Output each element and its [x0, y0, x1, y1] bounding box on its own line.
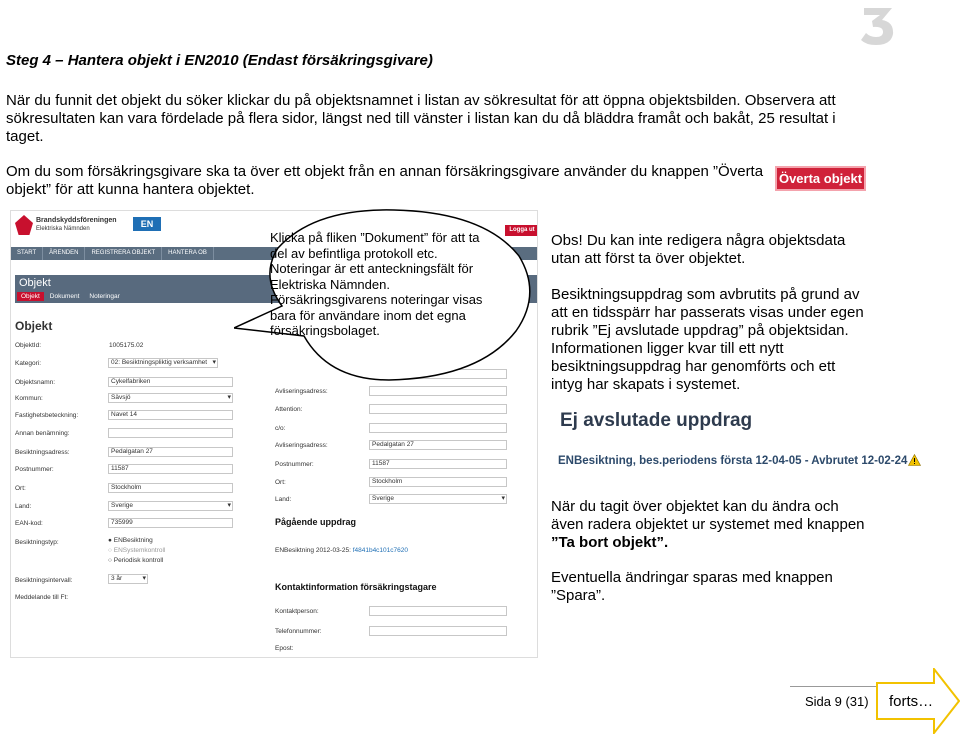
radio-label: Periodisk kontroll: [113, 557, 164, 564]
field-label: Kommun:: [15, 395, 43, 402]
land-select[interactable]: Sverige ▾: [108, 501, 233, 511]
pagaende-link[interactable]: f4841b4c101c7620: [352, 547, 408, 554]
intervall-select[interactable]: 3 år ▾: [108, 574, 148, 584]
nav-start[interactable]: START: [11, 247, 43, 260]
right-postnummer-input[interactable]: 11587: [369, 459, 507, 469]
radio-label: ENSystemkontroll: [113, 547, 166, 554]
warning-icon: [908, 454, 921, 466]
pagaende-row: [275, 547, 408, 554]
nav-registrera-objekt[interactable]: REGISTRERA OBJEKT: [85, 247, 162, 260]
field-label: EAN-kod:: [15, 520, 43, 527]
field-label: Epost:: [275, 645, 294, 652]
telefon-input[interactable]: [369, 626, 507, 636]
tab-noteringar[interactable]: Noteringar: [89, 293, 120, 300]
field-label: Kontaktperson:: [275, 608, 319, 615]
spara-paragraph: Eventuella ändringar sparas med knappen ”Spara”.: [551, 569, 833, 604]
overta-paragraph: Om du som försäkringsgivare ska ta över ett objekt från en annan försäkringsgivare använder du knappen ”Överta objekt” för att kunna hantera objektet.: [6, 163, 764, 198]
tagit-text: När du tagit över objektet kan du ändra och även radera objektet ur systemet med knappen: [551, 498, 865, 533]
ej-avslutade-row: ENBesiktning, bes.periodens första 12-04-05 - Avbrutet 12-02-24: [558, 455, 908, 467]
pagaende-uppdrag-heading: Pågående uppdrag: [275, 517, 357, 527]
nav-arenden[interactable]: ÄRENDEN: [43, 247, 85, 260]
co-input[interactable]: [369, 423, 507, 433]
kontaktperson-input[interactable]: [369, 606, 507, 616]
kommun-select[interactable]: Sävsjö ▾: [108, 393, 233, 403]
section-heading: Steg 4 – Hantera objekt i EN2010 (Endast försäkringsgivare): [6, 52, 433, 69]
field-label: Objektsnamn:: [15, 379, 56, 386]
field-label: Besiktningstyp:: [15, 539, 59, 546]
tab-objekt[interactable]: Objekt: [17, 292, 44, 301]
field-label: Ort:: [275, 479, 286, 486]
brand-logo: [15, 213, 117, 237]
nav-hantera-objekt[interactable]: HANTERA OB: [162, 247, 214, 260]
field-label: Postnummer:: [15, 466, 54, 473]
obs-paragraph: Obs! Du kan inte redigera några objektsdata utan att först ta över objektet.: [551, 232, 846, 267]
object-heading: Objekt: [15, 319, 53, 333]
logout-button[interactable]: Logga ut: [505, 225, 538, 236]
attention-input[interactable]: [369, 404, 507, 414]
field-label: Meddelande till Ft:: [15, 594, 69, 601]
right-land-select[interactable]: Sverige ▾: [369, 494, 507, 504]
objektid-value: 1005175.02: [109, 342, 144, 349]
ej-avslutade-screenshot: [550, 404, 922, 474]
kategori-select[interactable]: 02: Besiktningspliktig verksamhet ▾: [108, 358, 218, 368]
annan-benamning-input[interactable]: [108, 428, 233, 438]
ean-kod-input[interactable]: 735999: [108, 518, 233, 528]
ej-avslutade-title: Ej avslutade uppdrag: [560, 410, 753, 431]
field-label: Land:: [275, 496, 292, 503]
postnummer-input[interactable]: 11587: [108, 464, 233, 474]
chapter-number-badge: [858, 4, 898, 46]
field-label: Avliseringsadress:: [275, 388, 328, 395]
radio-periodisk-kontroll[interactable]: ○ Periodisk kontroll: [108, 557, 164, 564]
callout-text: Klicka på fliken ”Dokument” för att ta del av befintliga protokoll etc. Noteringar är ett anteckningsfält för Elektriska Nämnden. Försäkringsgivarens noteringar visas bara för användare inom det egna försäkringsbolaget.: [270, 230, 483, 338]
field-label: Avliseringsadress:: [275, 442, 328, 449]
field-label: Annan benämning:: [15, 430, 70, 437]
besiktningsadress-input[interactable]: Pedalgatan 27: [108, 447, 233, 457]
field-label: Telefonnummer:: [275, 628, 322, 635]
intro-paragraph: När du funnit det objekt du söker klickar du på objektsnamnet i listan av sökresultat för att öppna objektsbilden. Observera att sökresultaten kan vara fördelade på flera sidor, längst ned till vänster i listan kan du då bläddra framåt och bakåt, 25 resultat i taget.: [6, 92, 836, 145]
overta-objekt-button[interactable]: Överta objekt: [775, 166, 866, 191]
logo-line-2: Elektriska Nämnden: [36, 226, 90, 232]
avliseringsadress-input[interactable]: Pedalgatan 27: [369, 440, 507, 450]
field-label: Besiktningsintervall:: [15, 577, 73, 584]
radio-ensystemkontroll[interactable]: ○ ENSystemkontroll: [108, 547, 166, 554]
right-ort-input[interactable]: Stockholm: [369, 477, 507, 487]
field-label: Attention:: [275, 406, 303, 413]
field-label: Besiktningsadress:: [15, 449, 70, 456]
forts-label[interactable]: forts…: [889, 693, 934, 710]
kontaktinfo-heading: Kontaktinformation försäkringstagare: [275, 582, 437, 592]
field-label: Ort:: [15, 485, 26, 492]
field-label: Postnummer:: [275, 461, 314, 468]
field-label: Kategori:: [15, 360, 42, 367]
ort-input[interactable]: Stockholm: [108, 483, 233, 493]
ta-bort-objekt-label: ”Ta bort objekt”.: [551, 534, 669, 551]
object-tabs: [17, 292, 124, 301]
tagit-over-paragraph: [551, 498, 871, 552]
radio-label: ENBesiktning: [113, 537, 153, 544]
besiktning-paragraph: Besiktningsuppdrag som avbrutits på grund av att en tidsspärr har passerats visas under egen rubrik ”Ej avslutade uppdrag” på objektsidan. Informationen ligger kvar till ett nytt besiktningsuppdrag har genomförts och ett intyg har skapats i systemet.: [551, 286, 864, 393]
field-label: ObjektId:: [15, 342, 42, 349]
logo-line-1: Brandskyddsföreningen: [36, 217, 117, 224]
object-bar-title: Objekt: [19, 277, 51, 289]
field-label: c/o:: [275, 425, 286, 432]
en-logo: EN: [133, 217, 161, 231]
right-input[interactable]: [369, 386, 507, 396]
fastighet-input[interactable]: Navet 14: [108, 410, 233, 420]
page-number: Sida 9 (31): [805, 694, 869, 709]
radio-enbesiktning[interactable]: ● ENBesiktning: [108, 537, 153, 544]
tab-dokument[interactable]: Dokument: [49, 293, 80, 300]
objektsnamn-input[interactable]: Cykelfabriken: [108, 377, 233, 387]
brandskydd-logo-icon: [15, 215, 33, 235]
pagaende-row-text: ENBesiktning 2012-03-25:: [275, 547, 353, 554]
field-label: Land:: [15, 503, 32, 510]
field-label: Fastighetsbeteckning:: [15, 412, 79, 419]
